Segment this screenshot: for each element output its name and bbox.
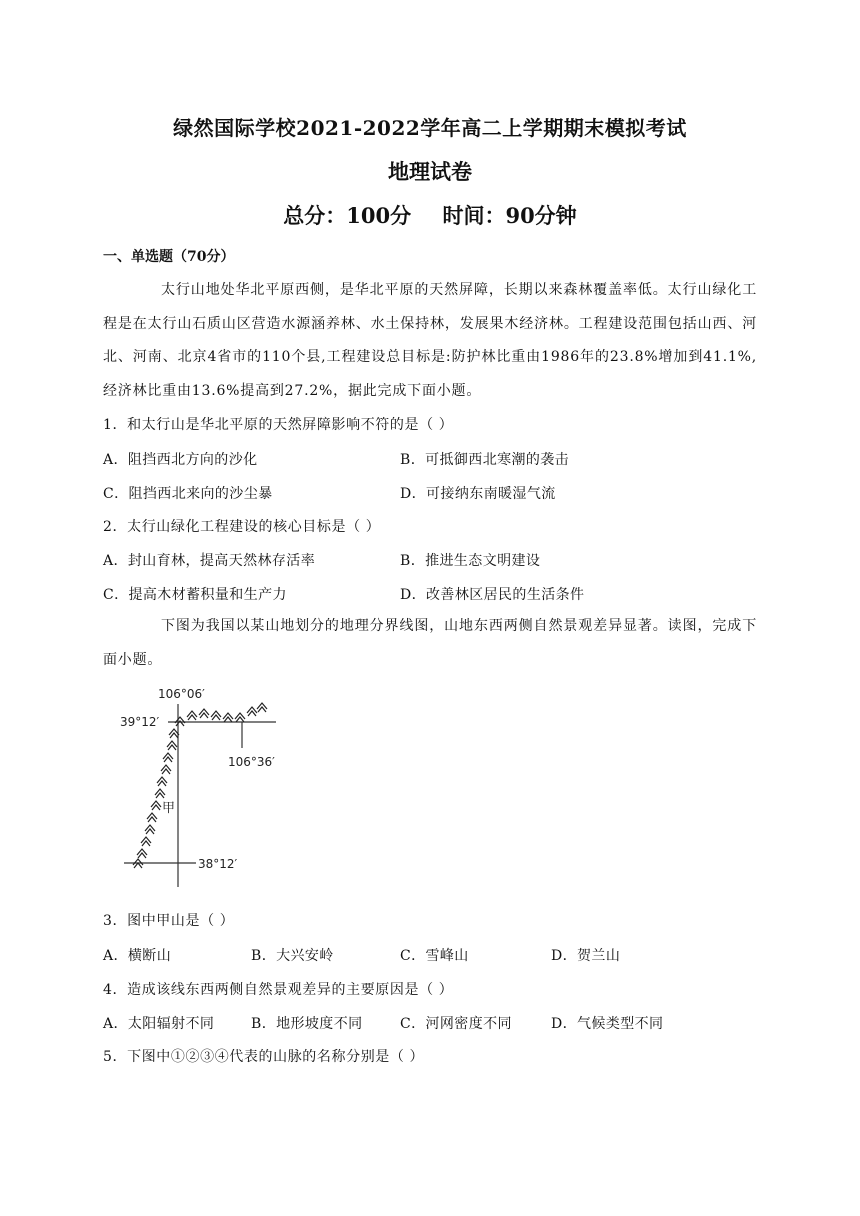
exam-title: 绿然国际学校2021-2022学年高二上学期期末模拟考试 [173, 116, 687, 140]
passage-map-intro: 下图为我国以某山地划分的地理分界线图，山地东西两侧自然景观差异显著。读图，完成下面小题。 [103, 618, 757, 668]
lat-label-bottom: 38°12′ [198, 857, 238, 871]
mountain-symbol [223, 713, 233, 722]
mountain-symbol [175, 717, 185, 726]
exam-subject: 地理试卷 [388, 159, 472, 184]
q1-option-b: B．可抵御西北寒潮的袭击 [400, 452, 570, 468]
mountain-symbol [157, 777, 167, 786]
q3-option-b: B．大兴安岭 [251, 948, 334, 964]
mountain-label-jia: 甲 [162, 801, 176, 816]
mountain-symbol [141, 837, 151, 846]
q3-option-d: D．贺兰山 [551, 948, 621, 964]
q3-option-c: C．雪峰山 [400, 948, 469, 964]
mountain-symbol [147, 813, 157, 822]
mountain-symbol [211, 711, 221, 720]
q2-option-b: B．推进生态文明建设 [400, 553, 541, 569]
question-5-stem: 5．下图中①②③④代表的山脉的名称分别是（ ） [103, 1049, 425, 1065]
lon-label-right: 106°36′ [228, 755, 275, 769]
total-score: 总分：100分 [283, 203, 412, 228]
q1-option-a: A．阻挡西北方向的沙化 [103, 452, 258, 468]
passage-taihang: 太行山地处华北平原西侧，是华北平原的天然屏障，长期以来森林覆盖率低。太行山绿化工程是在太行山石质山区营造水源涵养林、水土保持林，发展果木经济林。工程建设范围包括山西、河北、河南、北京4省市的110个县,工程建设总目标是:防护林比重由1986年的23.8%增加到41.1%,经济林比重由13.6%提高到27.2%，据此完成下面小题。 [103, 282, 757, 399]
mountain-symbol [145, 825, 155, 834]
mountain-symbol [199, 709, 209, 718]
lon-label-top: 106°06′ [158, 687, 205, 701]
q1-option-c: C．阻挡西北来向的沙尘暴 [103, 486, 273, 502]
q1-option-d: D．可接纳东南暖湿气流 [400, 486, 556, 502]
mountain-symbol [257, 703, 267, 712]
q4-option-d: D．气候类型不同 [551, 1016, 664, 1032]
question-4-stem: 4．造成该线东西两侧自然景观差异的主要原因是（ ） [103, 982, 454, 998]
exam-meta [0, 200, 860, 230]
q2-option-c: C．提高木材蓄积量和生产力 [103, 587, 287, 603]
mountain-symbol [187, 711, 197, 720]
mountain-symbol [163, 753, 173, 762]
section-heading: 一、单选题（70分） [103, 249, 235, 265]
question-2-stem: 2．太行山绿化工程建设的核心目标是（ ） [103, 519, 381, 535]
question-3-stem: 3．图中甲山是（ ） [103, 913, 235, 929]
q2-option-d: D．改善林区居民的生活条件 [400, 587, 585, 603]
q4-option-c: C．河网密度不同 [400, 1016, 512, 1032]
mountain-symbol [133, 859, 143, 868]
mountain-symbol [151, 801, 161, 810]
mountain-symbol [247, 707, 257, 716]
q4-option-a: A．太阳辐射不同 [103, 1016, 215, 1032]
question-1-stem: 1．和太行山是华北平原的天然屏障影响不符的是（ ） [103, 417, 454, 433]
mountain-symbol [137, 849, 147, 858]
exam-time: 时间：90分钟 [442, 203, 577, 228]
mountain-symbol [155, 789, 165, 798]
q4-option-b: B．地形坡度不同 [251, 1016, 363, 1032]
boundary-map [116, 684, 286, 894]
mountain-symbol [235, 713, 245, 722]
mountain-symbol [161, 765, 171, 774]
q3-option-a: A．横断山 [103, 948, 172, 964]
mountain-symbol [167, 741, 177, 750]
lat-label-top: 39°12′ [120, 715, 160, 729]
q2-option-a: A．封山育林，提高天然林存活率 [103, 553, 316, 569]
